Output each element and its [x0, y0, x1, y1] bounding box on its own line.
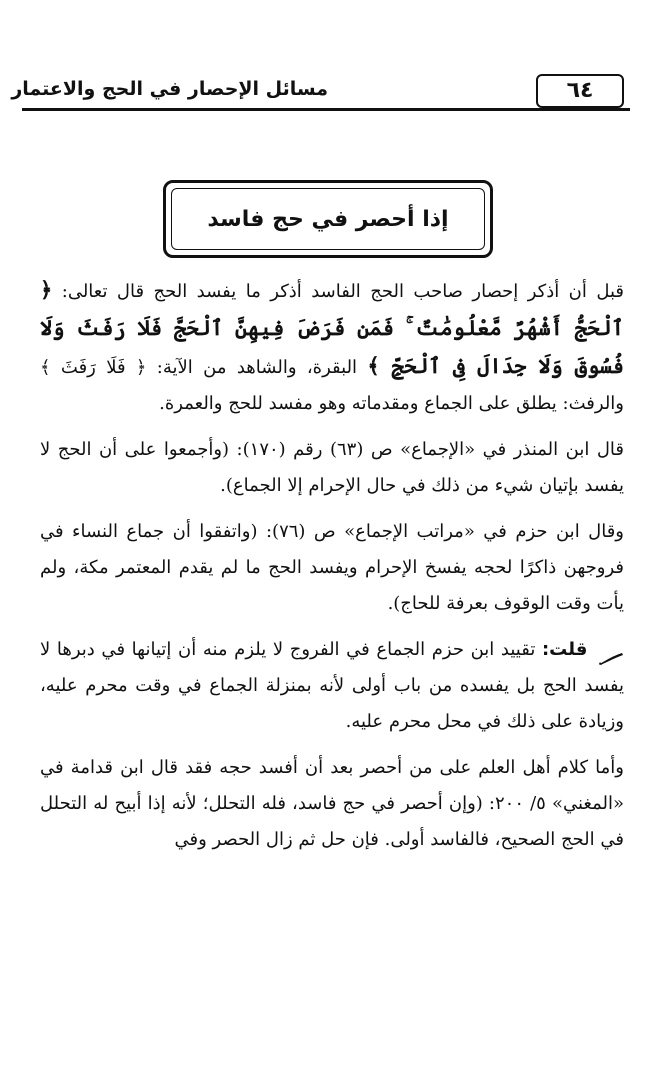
section-title: إذا أحصر في حج فاسد — [171, 188, 485, 250]
paragraph-1-intro: قبل أن أذكر إحصار صاحب الحج الفاسد أذكر ما يفسد الحج قال تعالى: — [61, 281, 624, 302]
paragraph-3: وقال ابن حزم في «مراتب الإجماع» ص (٧٦): (واتفقوا أن جماع النساء في فروجهن ذاكرًا لحجه يفسخ الإحرام ويفسد الحج ما لم يقدم المعتمر مكة، ولم يأت وقت الوقوف بعرفة للحاج). — [40, 521, 624, 614]
header-rule — [22, 108, 630, 111]
page-number: ٦٤ — [536, 74, 624, 108]
section-title-box — [163, 180, 493, 258]
paragraph-1-rest: البقرة، والشاهد من الآية: ﴿ فَلَا رَفَثَ ﴾ والرفث: يطلق على الجماع ومقدماته وهو مفسد للحج والعمرة. — [40, 357, 624, 414]
paragraph-4 — [40, 632, 624, 740]
qult-label: قلت: — [541, 639, 588, 660]
paragraph-4-text: تقييد ابن حزم الجماع في الفروج لا يلزم منه أن إتيانها في دبرها لا يفسد الحج بل يفسده من باب أولى لأنه بمنزلة الجماع في وقت محرم عليه، وزيادة على ذلك في محل محرم عليه. — [40, 639, 624, 732]
quran-verse: ﴿ ٱلْحَجُّ أَشْهُرٌ مَّعْلُومَٰتٌ ۚ فَمَن فَرَضَ فِيهِنَّ ٱلْحَجَّ فَلَا رَفَثَ وَلَا فُسُوقَ وَلَا جِدَالَ فِى ٱلْحَجِّ ﴾ — [40, 277, 624, 378]
paragraph-1 — [40, 272, 624, 422]
body-text — [40, 272, 624, 868]
paragraph-2: قال ابن المنذر في «الإجماع» ص (٦٣) رقم (١٧٠): (وأجمعوا على أن الحج لا يفسد بإتيان شيء من ذلك في حال الإحرام إلا الجماع). — [40, 439, 624, 496]
page-header — [11, 68, 630, 112]
pen-icon — [598, 643, 624, 657]
running-title: مسائل الإحصار في الحج والاعتمار — [11, 78, 328, 100]
paragraph-5: وأما كلام أهل العلم على من أحصر بعد أن أفسد حجه فقد قال ابن قدامة في «المغني» ٥/ ٢٠٠: (وإن أحصر في حج فاسد، فله التحلل؛ لأنه إذا أبيح له التحلل في الحج الصحيح، فالفاسد أولى. فإن حل ثم زال الحصر وفي — [40, 757, 624, 850]
